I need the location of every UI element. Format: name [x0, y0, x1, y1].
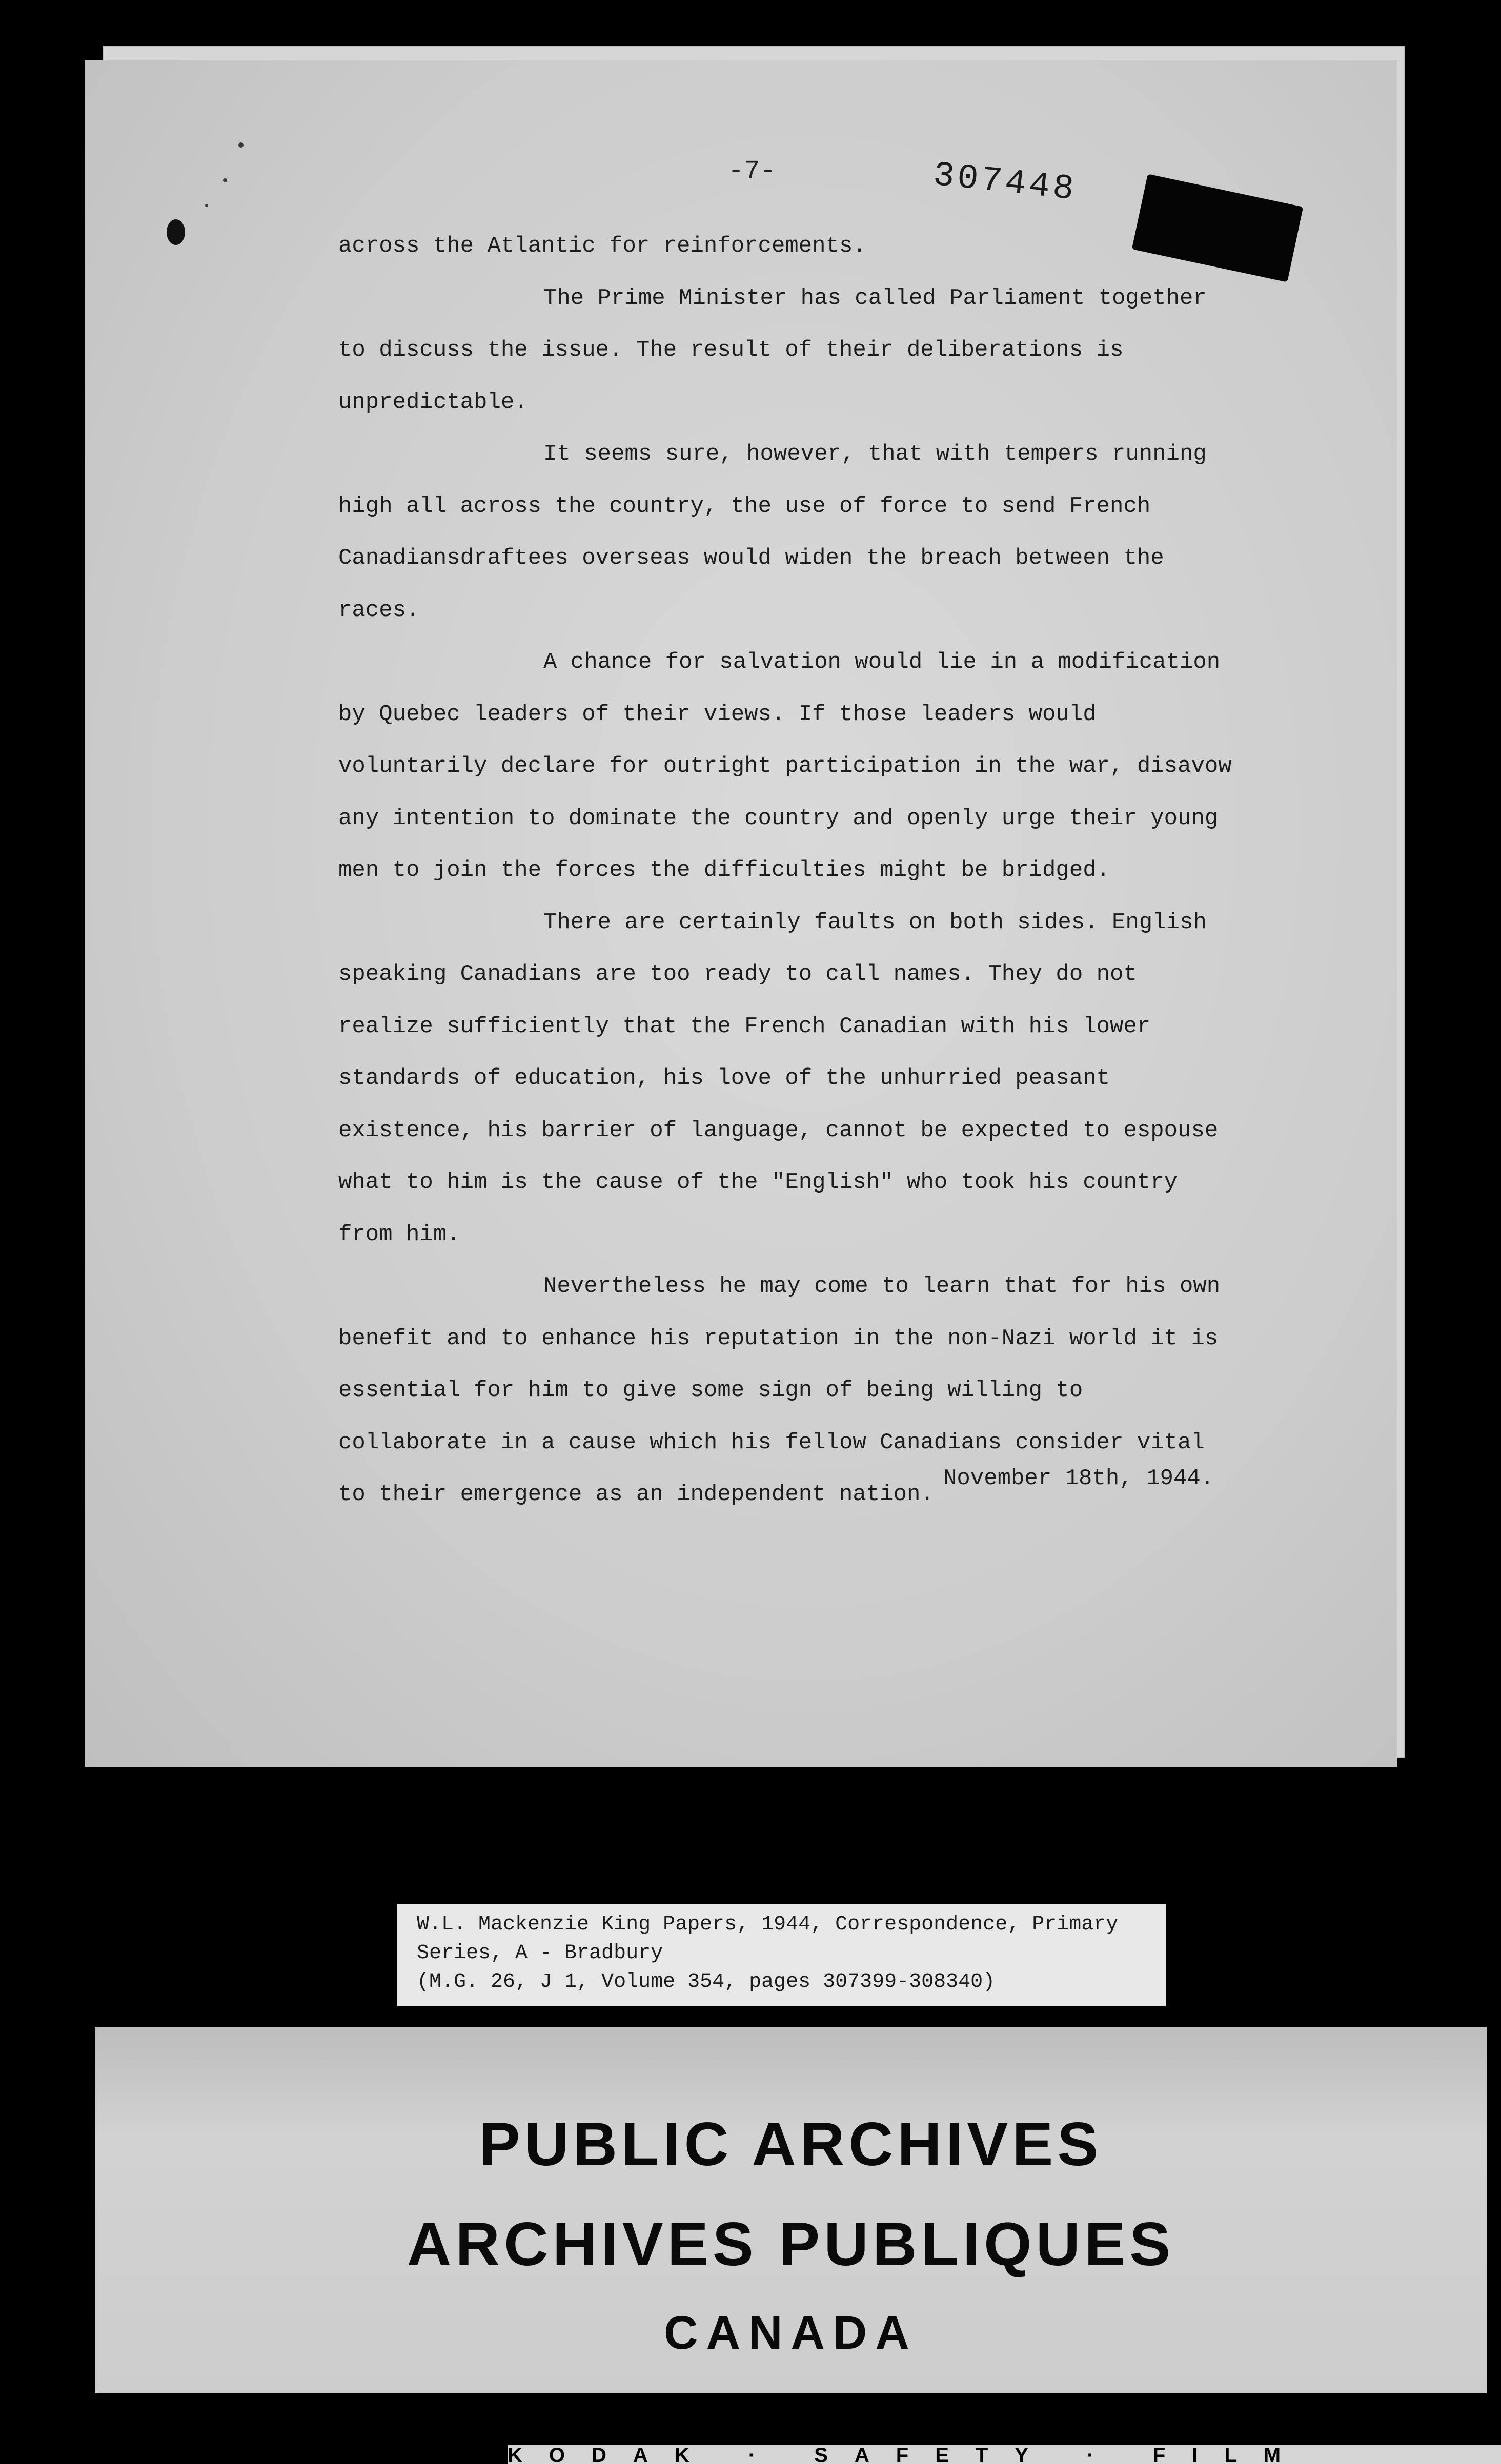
archives-country: CANADA	[664, 2307, 918, 2359]
smudge-mark	[238, 142, 244, 148]
paragraph: It seems sure, however, that with tempers running high all across the country, the use of force to send French Canadiansdraftees overseas would widen the breach between the races.	[338, 441, 1207, 623]
smudge-mark	[223, 178, 227, 182]
punch-hole	[167, 219, 185, 245]
paragraph: The Prime Minister has called Parliament together to discuss the issue. The result of their deliberations is unpredictable.	[338, 285, 1207, 415]
label-line: (M.G. 26, J 1, Volume 354, pages 307399-308340)	[417, 1970, 996, 1994]
document-date: November 18th, 1944.	[943, 1466, 1214, 1491]
paragraph: Nevertheless he may come to learn that for his own benefit and to enhance his reputation in the non-Nazi world it is essential for him to give some sign of being willing to collaborate in a cause which his fellow Canadians consider vital to their emergence as an independent nation.	[338, 1274, 1221, 1507]
archives-title-english: PUBLIC ARCHIVES	[479, 2110, 1103, 2179]
paragraph: There are certainly faults on both sides. English speaking Canadians are too ready to call names. They do not realize sufficiently that the French Canadian with his lower standards of education, his love of the unhurried peasant existence, his barrier of language, cannot be expected to espouse what to him is the cause of the "English" who took his country from him.	[338, 909, 1219, 1247]
label-line: W.L. Mackenzie King Papers, 1944, Correspondence, Primary	[417, 1913, 1119, 1936]
smudge-mark	[205, 204, 208, 207]
paragraph: A chance for salvation would lie in a modification by Quebec leaders of their views. If those leaders would voluntarily declare for outright participation in the war, disavow any intention to dominate the country and openly urge their young men to join the forces the difficulties might be bridged.	[338, 649, 1232, 883]
page-number: -7-	[728, 156, 776, 187]
label-line: Series, A - Bradbury	[417, 1942, 663, 1965]
archives-title-card	[95, 2027, 1487, 2393]
archive-reference-label	[397, 1904, 1166, 2006]
archives-title-french: ARCHIVES PUBLIQUES	[407, 2210, 1175, 2278]
film-edge-marking: KODAK · SAFETY · FILM	[508, 2445, 1501, 2464]
document-body	[338, 220, 1235, 1521]
document-number: 307448	[931, 155, 1079, 210]
paragraph: across the Atlantic for reinforcements.	[338, 233, 866, 259]
